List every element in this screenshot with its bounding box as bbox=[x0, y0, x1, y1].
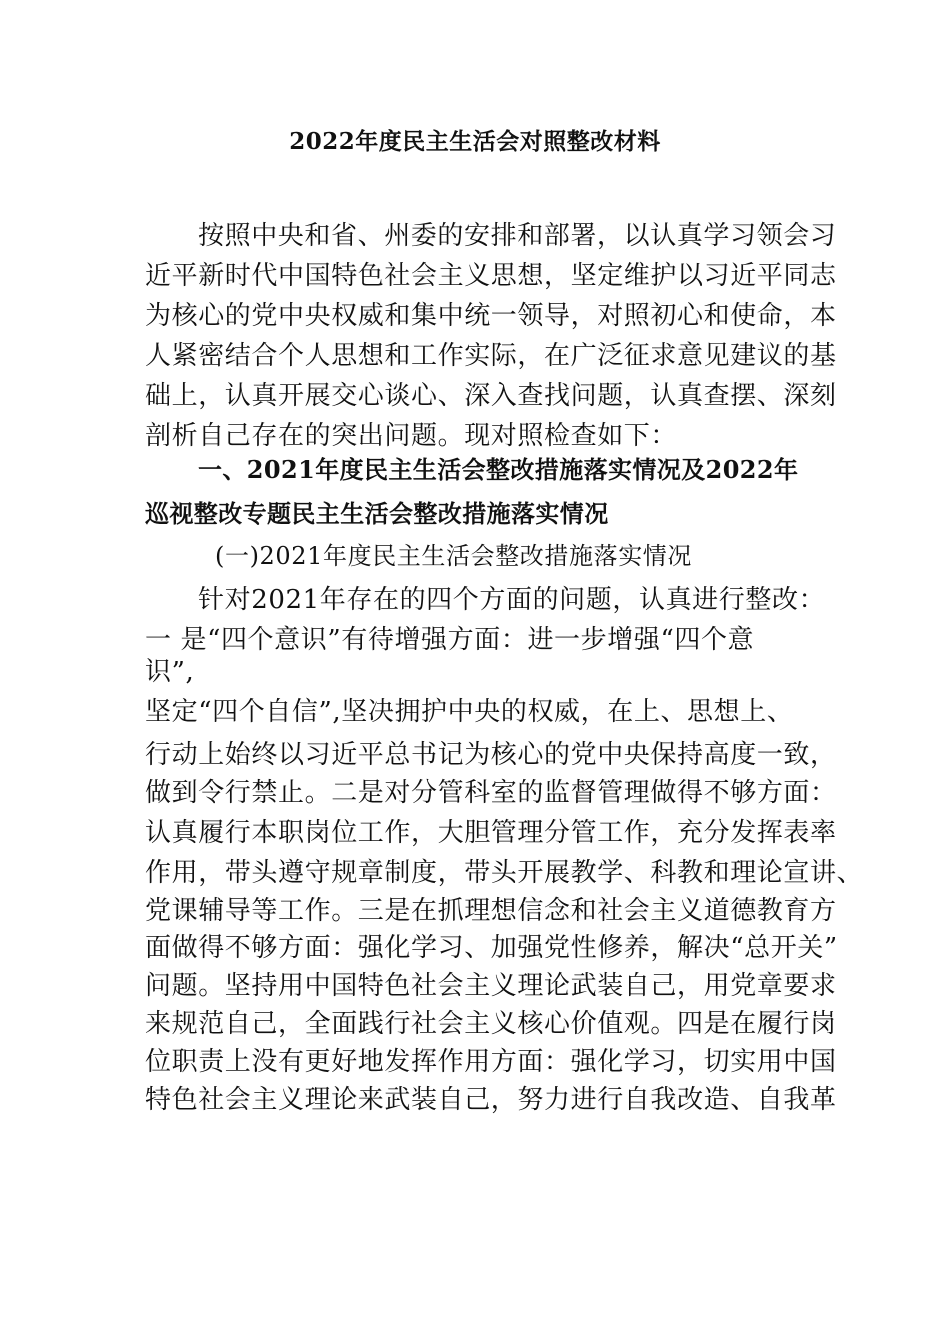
paragraph-line: 识”, bbox=[145, 657, 195, 687]
paragraph-line: 作用，带头遵守规章制度，带头开展教学、科教和理论宣讲、 bbox=[145, 858, 864, 888]
subsection-heading: (一)2021年度民主生活会整改措施落实情况 bbox=[215, 542, 693, 570]
paragraph-line: 面做得不够方面：强化学习、加强党性修养，解决“总开关” bbox=[145, 933, 838, 963]
paragraph-line: 一 是“四个意识”有待增强方面：进一步增强“四个意 bbox=[145, 625, 755, 655]
paragraph-line: 认真履行本职岗位工作，大胆管理分管工作，充分发挥表率 bbox=[145, 818, 837, 848]
paragraph-line: 位职责上没有更好地发挥作用方面：强化学习，切实用中国 bbox=[145, 1047, 837, 1077]
paragraph-line: 坚定“四个自信”,坚决拥护中央的权威，在上、思想上、 bbox=[145, 697, 794, 727]
paragraph-line: 为核心的党中央权威和集中统一领导，对照初心和使命，本 bbox=[145, 301, 837, 331]
paragraph-line: 问题。坚持用中国特色社会主义理论武装自己，用党章要求 bbox=[145, 971, 837, 1001]
paragraph-line: 做到令行禁止。二是对分管科室的监督管理做得不够方面： bbox=[145, 778, 837, 808]
paragraph-line: 党课辅导等工作。三是在抓理想信念和社会主义道德教育方 bbox=[145, 896, 837, 926]
paragraph-line: 近平新时代中国特色社会主义思想，坚定维护以习近平同志 bbox=[145, 261, 837, 291]
paragraph-line: 础上，认真开展交心谈心、深入查找问题，认真查摆、深刻 bbox=[145, 381, 837, 411]
paragraph-line: 按照中央和省、州委的安排和部署，以认真学习领会习 bbox=[198, 221, 837, 251]
paragraph-line: 特色社会主义理论来武装自己，努力进行自我改造、自我革 bbox=[145, 1085, 837, 1115]
section-heading: 巡视整改专题民主生活会整改措施落实情况 bbox=[145, 499, 609, 528]
paragraph-line: 针对2021年存在的四个方面的问题，认真进行整改： bbox=[198, 585, 826, 615]
document-title: 2022年度民主生活会对照整改材料 bbox=[289, 128, 661, 155]
paragraph-line: 行动上始终以习近平总书记为核心的党中央保持高度一致， bbox=[145, 740, 837, 770]
section-heading: 一、2021年度民主生活会整改措施落实情况及2022年 bbox=[198, 455, 799, 484]
paragraph-line: 剖析自己存在的突出问题。现对照检查如下： bbox=[145, 421, 678, 451]
paragraph-line: 来规范自己，全面践行社会主义核心价值观。四是在履行岗 bbox=[145, 1009, 837, 1039]
paragraph-line: 人紧密结合个人思想和工作实际，在广泛征求意见建议的基 bbox=[145, 341, 837, 371]
